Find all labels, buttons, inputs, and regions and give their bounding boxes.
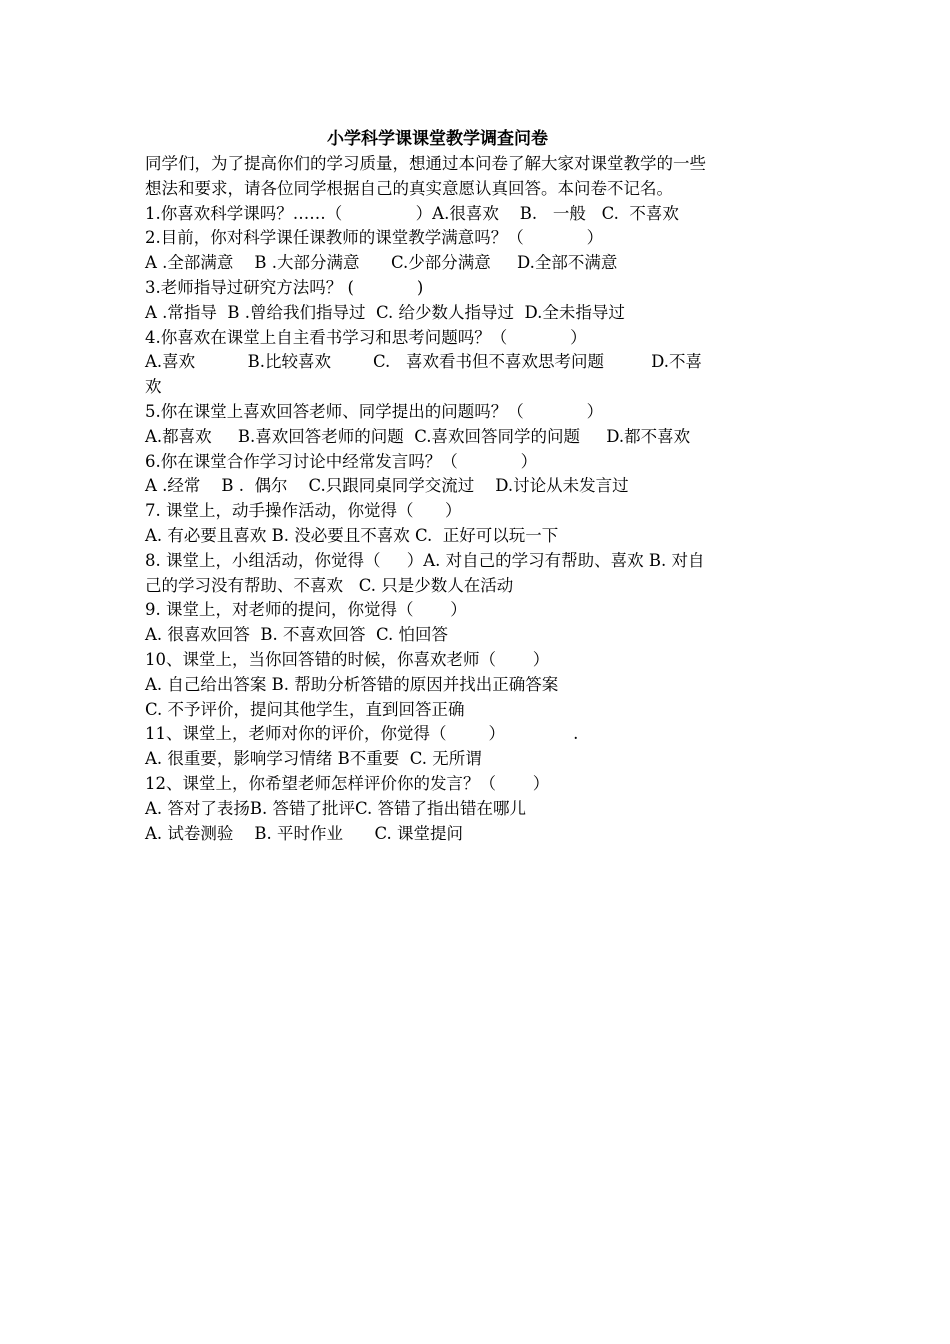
- question-4-options: A.喜欢 B.比较喜欢 C. 喜欢看书但不喜欢思考问题 D.不喜: [145, 352, 703, 372]
- question-6: 6.你在课堂合作学习讨论中经常发言吗？（ ）: [145, 451, 538, 471]
- question-10-options: A. 自己给出答案 B. 帮助分析答错的原因并找出正确答案: [145, 674, 559, 694]
- question-2-options: A .全部满意 B .大部分满意 C.少部分满意 D.全部不满意: [145, 253, 618, 273]
- question-1: 1.你喜欢科学课吗？……（ ）A.很喜欢 B. 一般 C. 不喜欢: [145, 203, 679, 223]
- question-11: 11、课堂上，老师对你的评价，你觉得（ ） .: [145, 724, 579, 744]
- question-10-options-cont: C. 不予评价，提问其他学生，直到回答正确: [145, 699, 465, 719]
- intro-line-1: 同学们，为了提高你们的学习质量，想通过本问卷了解大家对课堂教学的一些: [145, 154, 706, 173]
- document-title: 小学科学课课堂教学调查问卷: [327, 129, 548, 149]
- question-7: 7. 课堂上，动手操作活动，你觉得（ ）: [145, 501, 462, 521]
- question-12-options: A. 答对了表扬B. 答错了批评C. 答错了指出错在哪儿: [145, 798, 527, 818]
- question-9-options: A. 很喜欢回答 B. 不喜欢回答 C. 怕回答: [145, 625, 449, 645]
- questionnaire-page: [145, 126, 815, 846]
- question-4: 4.你喜欢在课堂上自主看书学习和思考问题吗？（ ）: [145, 327, 587, 347]
- question-5-options: A.都喜欢 B.喜欢回答老师的问题 C.喜欢回答同学的问题 D.都不喜欢: [145, 426, 691, 446]
- question-8-options: 己的学习没有帮助、不喜欢 C. 只是少数人在活动: [145, 575, 514, 595]
- extra-options: A. 试卷测验 B. 平时作业 C. 课堂提问: [145, 823, 463, 843]
- question-6-options: A .经常 B . 偶尔 C.只跟同桌同学交流过 D.讨论从未发言过: [145, 476, 629, 496]
- question-4-options-cont: 欢: [145, 377, 162, 397]
- question-9: 9. 课堂上，对老师的提问，你觉得（ ）: [145, 600, 467, 620]
- question-2: 2.目前，你对科学课任课教师的课堂教学满意吗？（ ）: [145, 228, 604, 248]
- question-5: 5.你在课堂上喜欢回答老师、同学提出的问题吗？（ ）: [145, 401, 604, 421]
- question-12: 12、课堂上，你希望老师怎样评价你的发言？（ ）: [145, 773, 550, 793]
- question-7-options: A. 有必要且喜欢 B. 没必要且不喜欢 C. 正好可以玩一下: [145, 525, 559, 545]
- question-8: 8. 课堂上，小组活动，你觉得（ ）A. 对自己的学习有帮助、喜欢 B. 对自: [145, 550, 705, 570]
- question-3: 3.老师指导过研究方法吗？ ( ): [145, 277, 424, 297]
- question-11-options: A. 很重要，影响学习情绪 B不重要 C. 无所谓: [145, 749, 482, 769]
- question-10: 10、课堂上，当你回答错的时候，你喜欢老师（ ）: [145, 649, 550, 669]
- question-3-options: A .常指导 B .曾给我们指导过 C. 给少数人指导过 D.全未指导过: [145, 302, 625, 322]
- intro-line-2: 想法和要求，请各位同学根据自己的真实意愿认真回答。本问卷不记名。: [145, 178, 673, 198]
